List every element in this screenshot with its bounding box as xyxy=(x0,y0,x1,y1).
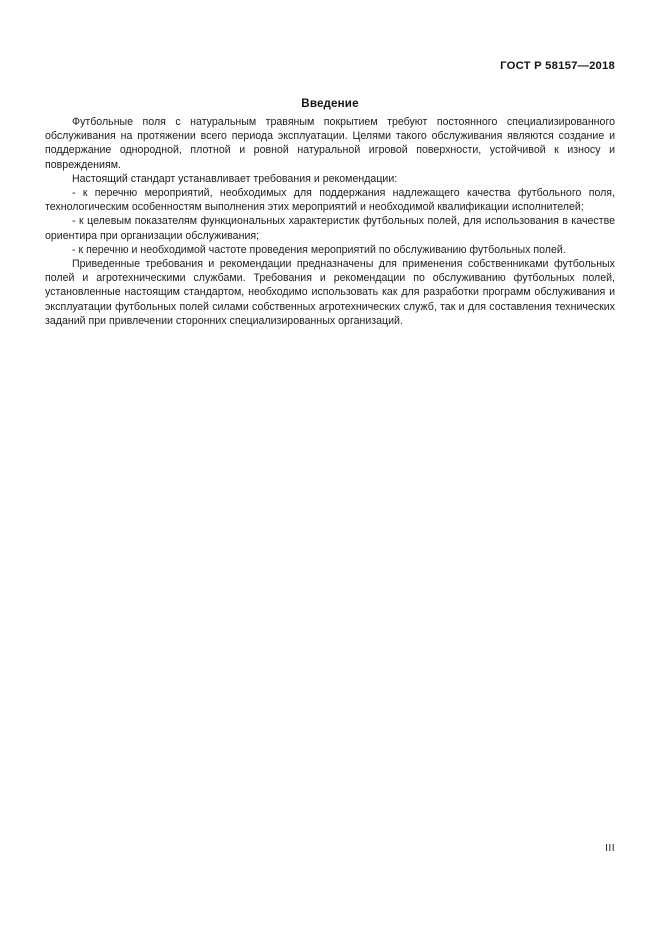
paragraph: Приведенные требования и рекомендации предназначены для применения собственниками футбольных полей и агротехническими службами. Требования и рекомендации по обслуживанию футбольных полей, установленные настоящим стандартом, необходимо использовать как для разработки программ обслуживания и эксплуатации футбольных полей силами собственных агротехнических служб, так и для составления технических заданий при привлечении сторонних специализированных организаций. xyxy=(45,258,615,327)
paragraph: Настоящий стандарт устанавливает требования и рекомендации: xyxy=(72,172,398,185)
list-item: - к перечню и необходимой частоте проведения мероприятий по обслуживанию футбольных полей. xyxy=(72,243,566,256)
list-item: - к целевым показателям функциональных характеристик футбольных полей, для использования в качестве ориентира при организации обслуживания; xyxy=(45,215,615,242)
paragraph: Футбольные поля с натуральным травяным покрытием требуют постоянного специализированного обслуживания на протяжении всего периода эксплуатации. Целями такого обслуживания являются создание и поддержание однородной, плотной и ровной натуральной игровой поверхности, устойчивой к износу и повреждениям. xyxy=(45,116,615,171)
body-text xyxy=(45,115,615,328)
page-title: Введение xyxy=(301,96,359,110)
running-header: ГОСТ Р 58157—2018 xyxy=(500,60,615,72)
list-item: - к перечню мероприятий, необходимых для поддержания надлежащего качества футбольного поля, технологическим особенностям выполнения этих мероприятий и необходимой квалификации исполнителей; xyxy=(45,187,615,214)
page-number: III xyxy=(605,843,615,854)
